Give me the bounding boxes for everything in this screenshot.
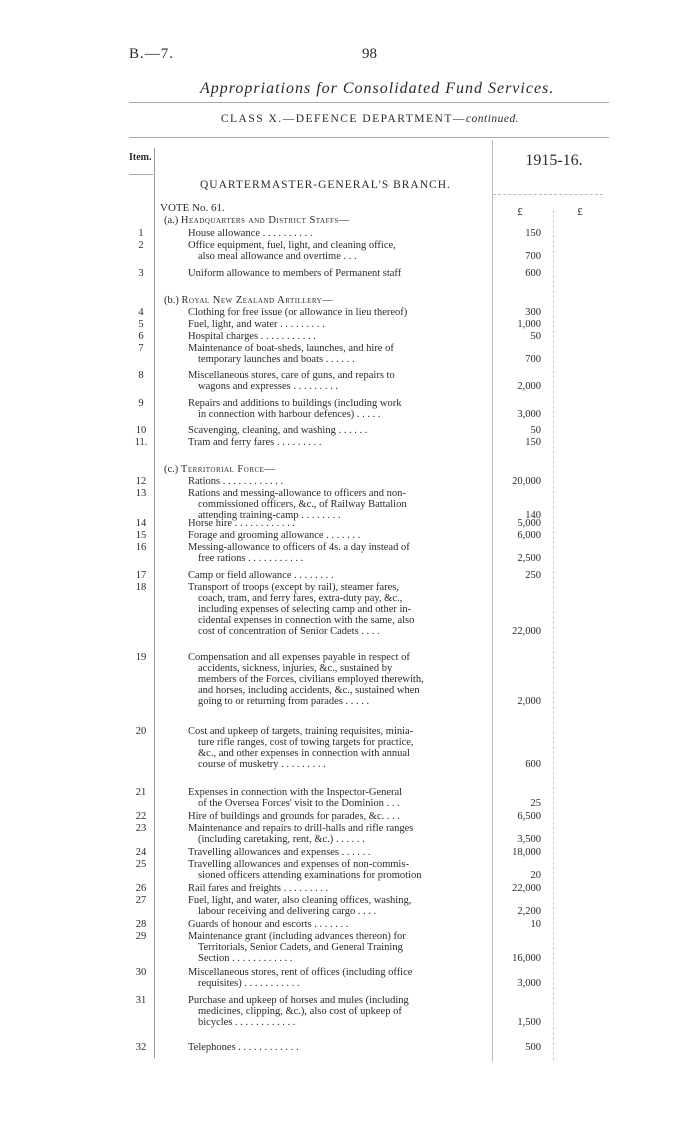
description-line: sioned officers attending examinations for promotion: [198, 870, 422, 881]
item-description: [188, 398, 490, 420]
item-description: [188, 919, 490, 930]
item-description: [188, 652, 490, 707]
description-line: course of musketry . . . . . . . . .: [198, 759, 326, 770]
section-label: (a.): [164, 215, 181, 226]
description-line: of the Oversea Forces' visit to the Dominion . . .: [198, 798, 400, 809]
item-description: [188, 570, 490, 581]
class-heading-continued: continued.: [465, 113, 520, 125]
description-line: Tram and ferry fares . . . . . . . . .: [188, 437, 322, 448]
page-title: Appropriations for Consolidated Fund Services.: [200, 80, 555, 97]
description-line: (including caretaking, rent, &c.) . . . . . .: [198, 834, 365, 845]
item-number: 18: [135, 582, 147, 593]
item-amount: 3,000: [517, 978, 541, 989]
item-amount: 20: [530, 870, 541, 881]
class-heading-main: CLASS X.—DEFENCE DEPARTMENT—: [220, 113, 466, 125]
item-description: [188, 307, 490, 318]
item-amount: 20,000: [512, 476, 541, 487]
pound-symbol-totals: £: [577, 206, 583, 218]
item-number: 17: [135, 570, 147, 581]
description-line: Office equipment, fuel, light, and cleaning office,: [188, 240, 396, 251]
description-line: Telephones . . . . . . . . . . . .: [188, 1042, 299, 1053]
item-amount: 600: [525, 268, 541, 279]
description-line: Clothing for free issue (or allowance in lieu thereof): [188, 307, 408, 318]
description-line: attending training-camp . . . . . . . .: [198, 510, 341, 521]
item-number: 10: [135, 425, 147, 436]
description-line: Expenses in connection with the Inspector-General: [188, 787, 403, 798]
item-number: 13: [135, 488, 147, 499]
item-amount: 500: [525, 1042, 541, 1053]
item-description: [188, 268, 490, 279]
item-amount: 250: [525, 570, 541, 581]
description-line: accidents, sickness, injuries, &c., sustained by: [198, 663, 393, 674]
item-number: 28: [135, 919, 147, 930]
description-line: Section . . . . . . . . . . . .: [198, 953, 293, 964]
item-description: [188, 488, 490, 521]
item-amount: 2,000: [517, 381, 541, 392]
item-amount: 2,000: [517, 696, 541, 707]
description-line: Fuel, light, and water . . . . . . . . .: [188, 319, 325, 330]
item-number: 29: [135, 931, 147, 942]
item-description: [188, 343, 490, 365]
section-title: Territorial Force—: [180, 464, 276, 475]
header-rule: [129, 102, 609, 103]
item-number: 27: [135, 895, 147, 906]
item-number: 22: [135, 811, 147, 822]
item-number: 1: [138, 228, 144, 239]
section-heading-a: [164, 215, 350, 226]
description-line: Cost and upkeep of targets, training requisites, minia-: [188, 726, 414, 737]
description-line: members of the Forces, civilians employed therewith,: [198, 674, 424, 685]
description-line: Camp or field allowance . . . . . . . .: [188, 570, 334, 581]
item-amount: 3,500: [517, 834, 541, 845]
description-line: Purchase and upkeep of horses and mules (including: [188, 995, 409, 1006]
item-number: 7: [138, 343, 144, 354]
table-top-rule: [129, 137, 609, 138]
description-line: in connection with harbour defences) . . . . .: [198, 409, 381, 420]
description-line: Rail fares and freights . . . . . . . . .: [188, 883, 329, 894]
description-line: Repairs and additions to buildings (including work: [188, 398, 402, 409]
description-line: going to or returning from parades . . . . .: [198, 696, 370, 707]
item-number: 21: [135, 787, 147, 798]
description-line: ture rifle ranges, cost of towing targets for practice,: [198, 737, 414, 748]
item-header-rule: [129, 174, 153, 175]
item-number: 3: [138, 268, 144, 279]
item-amount: 10: [530, 919, 541, 930]
page-number: 98: [362, 46, 377, 62]
item-amount: 50: [530, 331, 541, 342]
description-line: Maintenance of boat-sheds, launches, and hire of: [188, 343, 394, 354]
description-line: Transport of troops (except by rail), steamer fares,: [188, 582, 400, 593]
description-line: requisites) . . . . . . . . . . .: [198, 978, 300, 989]
description-line: Miscellaneous stores, rent of offices (including office: [188, 967, 413, 978]
description-line: Rations and messing-allowance to officers and non-: [188, 488, 406, 499]
description-line: labour receiving and delivering cargo . . . .: [198, 906, 377, 917]
item-number: 23: [135, 823, 147, 834]
item-number: 26: [135, 883, 147, 894]
description-line: including expenses of selecting camp and other in-: [198, 604, 412, 615]
description-line: House allowance . . . . . . . . . .: [188, 228, 313, 239]
description-line: Messing-allowance to officers of 4s. a day instead of: [188, 542, 410, 553]
pound-symbol-items: £: [517, 206, 523, 218]
item-number: 24: [135, 847, 147, 858]
class-heading: [180, 113, 560, 125]
item-description: [188, 967, 490, 989]
item-number: 19: [135, 652, 147, 663]
description-line: Scavenging, cleaning, and washing . . . . . .: [188, 425, 368, 436]
item-amount: 6,500: [517, 811, 541, 822]
description-line: coach, tram, and ferry fares, extra-duty pay, &c.,: [198, 593, 403, 604]
description-line: Travelling allowances and expenses . . . . . .: [188, 847, 371, 858]
item-description: [188, 476, 490, 487]
description-line: cidental expenses in connection with the same, also: [198, 615, 415, 626]
item-description: [188, 437, 490, 448]
item-description: [188, 823, 490, 845]
item-amount: 22,000: [512, 626, 541, 637]
description-line: Maintenance and repairs to drill-halls and rifle ranges: [188, 823, 414, 834]
description-line: cost of concentration of Senior Cadets . . . .: [198, 626, 380, 637]
description-line: temporary launches and boats . . . . . .: [198, 354, 355, 365]
document-reference: B.—7.: [129, 46, 175, 62]
item-description: [188, 995, 490, 1028]
item-description: [188, 518, 490, 529]
item-number: 9: [138, 398, 144, 409]
item-amount: 140: [525, 510, 541, 521]
item-number: 32: [135, 1042, 147, 1053]
item-description: [188, 811, 490, 822]
item-description: [188, 240, 490, 262]
item-amount: 600: [525, 759, 541, 770]
section-label: (c.): [164, 464, 181, 475]
description-line: Miscellaneous stores, care of guns, and repairs to: [188, 370, 395, 381]
item-amount: 150: [525, 437, 541, 448]
item-number: 14: [135, 518, 147, 529]
item-amount: 25: [530, 798, 541, 809]
item-number: 25: [135, 859, 147, 870]
description-line: Rations . . . . . . . . . . . .: [188, 476, 284, 487]
description-line: also meal allowance and overtime . . .: [198, 251, 357, 262]
description-line: Horse hire . . . . . . . . . . . .: [188, 518, 296, 529]
item-number: 31: [135, 995, 147, 1006]
item-description: [188, 228, 490, 239]
item-description: [188, 370, 490, 392]
item-description: [188, 895, 490, 917]
total-column-divider: [553, 210, 554, 1060]
description-line: commissioned officers, &c., of Railway Battalion: [198, 499, 407, 510]
description-line: Travelling allowances and expenses of non-commis-: [188, 859, 409, 870]
item-amount: 6,000: [517, 530, 541, 541]
item-number: 20: [135, 726, 147, 737]
item-amount: 2,500: [517, 553, 541, 564]
item-amount: 700: [525, 251, 541, 262]
item-description: [188, 530, 490, 541]
description-line: Forage and grooming allowance . . . . . . .: [188, 530, 361, 541]
item-description: [188, 931, 490, 964]
item-description: [188, 726, 490, 770]
description-line: Hire of buildings and grounds for parades, &c. . . .: [188, 811, 400, 822]
item-amount: 300: [525, 307, 541, 318]
item-number: 15: [135, 530, 147, 541]
item-amount: 18,000: [512, 847, 541, 858]
item-number: 8: [138, 370, 144, 381]
branch-heading: QUARTERMASTER-GENERAL'S BRANCH.: [200, 179, 451, 191]
description-line: Fuel, light, and water, also cleaning offices, washing,: [188, 895, 412, 906]
description-line: and horses, including accidents, &c., sustained when: [198, 685, 420, 696]
item-column-header: Item.: [129, 152, 152, 163]
section-heading-b: [164, 295, 333, 306]
item-number: 2: [138, 240, 144, 251]
item-amount: 2,200: [517, 906, 541, 917]
description-line: bicycles . . . . . . . . . . . .: [198, 1017, 296, 1028]
description-line: wagons and expresses . . . . . . . . .: [198, 381, 338, 392]
item-amount: 3,000: [517, 409, 541, 420]
item-description: [188, 787, 490, 809]
item-description: [188, 847, 490, 858]
description-line: Compensation and all expenses payable in respect of: [188, 652, 410, 663]
item-description: [188, 319, 490, 330]
item-amount: 5,000: [517, 518, 541, 529]
section-title: Headquarters and District Staffs—: [180, 215, 350, 226]
item-amount: 1,500: [517, 1017, 541, 1028]
item-number: 6: [138, 331, 144, 342]
description-line: Guards of honour and escorts . . . . . . .: [188, 919, 349, 930]
item-description: [188, 582, 490, 637]
description-line: Maintenance grant (including advances thereon) for: [188, 931, 406, 942]
item-description: [188, 331, 490, 342]
item-column-divider: [154, 148, 155, 1058]
year-header-rule: [493, 194, 603, 195]
item-number: 30: [135, 967, 147, 978]
item-amount: 22,000: [512, 883, 541, 894]
item-description: [188, 883, 490, 894]
description-line: Uniform allowance to members of Permanent staff: [188, 268, 402, 279]
item-amount: 700: [525, 354, 541, 365]
item-description: [188, 425, 490, 436]
description-line: Territorials, Senior Cadets, and General Training: [198, 942, 403, 953]
description-line: &c., and other expenses in connection with annual: [198, 748, 410, 759]
item-number: 5: [138, 319, 144, 330]
item-amount: 150: [525, 228, 541, 239]
description-line: Hospital charges . . . . . . . . . . .: [188, 331, 316, 342]
item-number: 4: [138, 307, 144, 318]
item-number: 16: [135, 542, 147, 553]
description-line: medicines, clipping, &c.), also cost of upkeep of: [198, 1006, 402, 1017]
item-description: [188, 1042, 490, 1053]
item-amount: 16,000: [512, 953, 541, 964]
description-line: free rations . . . . . . . . . . .: [198, 553, 304, 564]
item-number: 12: [135, 476, 147, 487]
section-heading-c: [164, 464, 275, 475]
item-amount: 1,000: [517, 319, 541, 330]
section-label: (b.): [164, 295, 182, 306]
item-amount: 50: [530, 425, 541, 436]
item-description: [188, 859, 490, 881]
vote-heading: VOTE No. 61.: [160, 202, 225, 214]
item-description: [188, 542, 490, 564]
year-column-header: 1915-16.: [525, 152, 583, 169]
item-number: 11.: [134, 437, 148, 448]
section-title: Royal New Zealand Artillery—: [181, 295, 334, 306]
